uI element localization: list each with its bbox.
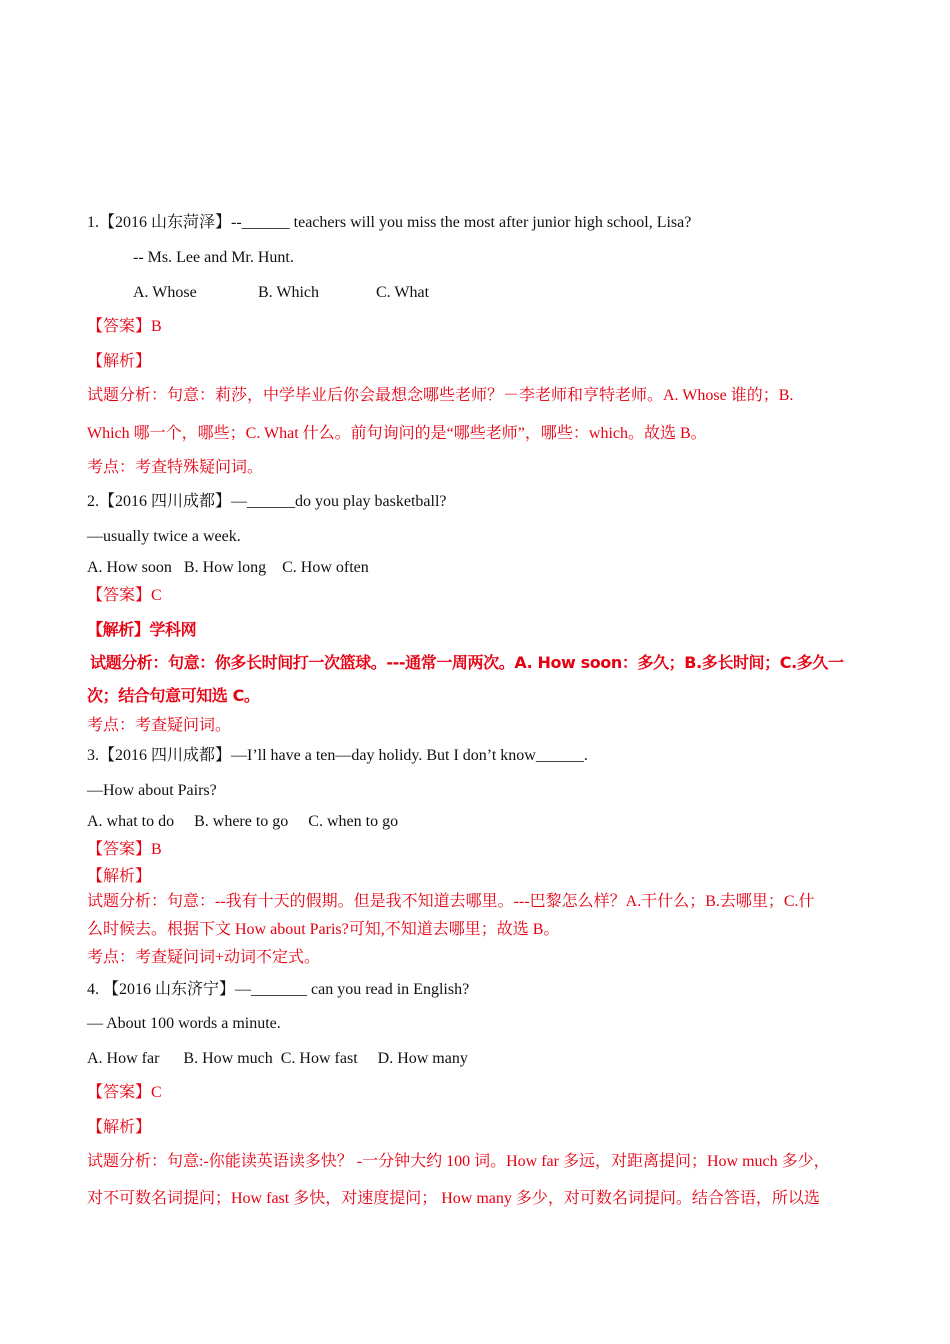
- q3-kaodian: 考点：考查疑问词+动词不定式。: [87, 949, 321, 966]
- q1-option-b: B. Which: [258, 284, 320, 301]
- q4-answer: 【答案】C: [87, 1084, 162, 1101]
- q1-kaodian: 考点：考查特殊疑问词。: [87, 459, 264, 476]
- q2-analysis-line-1: 试题分析：句意：你多长时间打一次篮球。---通常一周两次。A. How soon：多久；B.多长时间；C.多久一: [90, 653, 844, 672]
- q2-answer: 【答案】C: [87, 587, 162, 604]
- q1-reply: -- Ms. Lee and Mr. Hunt.: [133, 249, 294, 266]
- q2-stem: 2.【2016 四川成都】—______do you play basketball?: [87, 493, 447, 510]
- q1-stem: 1.【2016 山东菏泽】--______ teachers will you miss the most after junior high school, Lisa?: [87, 214, 692, 231]
- q4-analysis-label: 【解析】: [87, 1119, 152, 1136]
- q4-reply: — About 100 words a minute.: [87, 1015, 281, 1032]
- q2-analysis-line-2: 次；结合句意可知选 C。: [87, 686, 260, 705]
- q1-option-c: C. What: [376, 284, 430, 301]
- q1-analysis-line-1: 试题分析：句意：莉莎，中学毕业后你会最想念哪些老师？－李老师和亨特老师。A. Whose 谁的；B.: [87, 387, 794, 404]
- q3-reply: —How about Pairs?: [87, 782, 217, 799]
- q1-options: [133, 283, 429, 303]
- q3-analysis-line-1: 试题分析：句意：--我有十天的假期。但是我不知道去哪里。---巴黎怎么样？A.干什么；B.去哪里；C.什: [87, 893, 815, 910]
- q2-options: A. How soon B. How long C. How often: [87, 559, 369, 576]
- q4-options: A. How far B. How much C. How fast D. How many: [87, 1050, 468, 1067]
- q4-analysis-line-1: 试题分析：句意:-你能读英语读多快？ -一分钟大约 100 词。How far 多远，对距离提问；How much 多少，: [87, 1153, 830, 1170]
- q3-options: A. what to do B. where to go C. when to go: [87, 813, 399, 830]
- q1-analysis-line-2: Which 哪一个，哪些；C. What 什么。前句询问的是“哪些老师”，哪些：which。故选 B。: [87, 425, 707, 442]
- q4-stem: 4. 【2016 山东济宁】—_______ can you read in English?: [87, 981, 470, 998]
- q2-reply: —usually twice a week.: [87, 528, 241, 545]
- q1-answer: 【答案】B: [87, 318, 162, 335]
- q2-analysis-label: 【解析】学科网: [87, 620, 197, 639]
- q2-kaodian: 考点：考查疑问词。: [87, 717, 232, 734]
- q3-answer: 【答案】B: [87, 841, 162, 858]
- q4-analysis-line-2: 对不可数名词提问；How fast 多快，对速度提问； How many 多少，对可数名词提问。结合答语，所以选: [87, 1190, 820, 1207]
- q3-stem: 3.【2016 四川成都】—I’ll have a ten—day holidy. But I don’t know______.: [87, 747, 588, 764]
- q3-analysis-line-2: 么时候去。根据下文 How about Paris?可知,不知道去哪里；故选 B。: [87, 921, 560, 938]
- q1-option-a: A. Whose: [133, 284, 197, 301]
- q3-analysis-label: 【解析】: [87, 868, 152, 885]
- q1-analysis-label: 【解析】: [87, 353, 152, 370]
